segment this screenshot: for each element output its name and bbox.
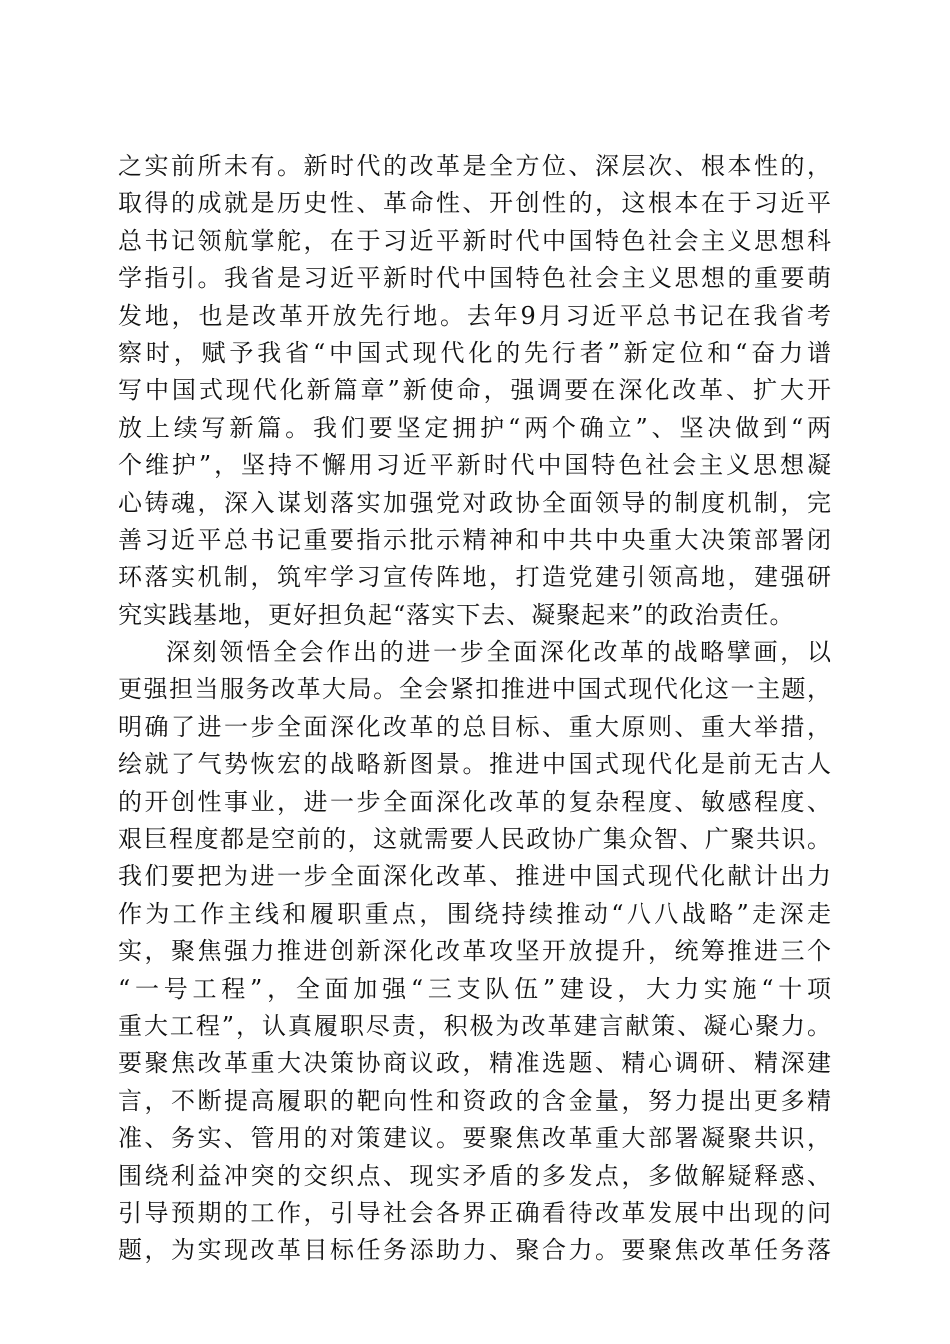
text-line: 重大工程”，认真履职尽责，积极为改革建言献策、凝心聚力。 [118,1011,832,1040]
text-line: 题，为实现改革目标任务添助力、聚合力。要聚焦改革任务落 [118,1236,832,1265]
text-line: 要聚焦改革重大决策协商议政，精准选题、精心调研、精深建 [118,1049,832,1078]
text-line: 总书记领航掌舵，在于习近平新时代中国特色社会主义思想科 [118,226,832,255]
text-line: 言，不断提高履职的靶向性和资政的含金量，努力提出更多精 [118,1086,832,1115]
text-line: 引导预期的工作，引导社会各界正确看待改革发展中出现的问 [118,1198,832,1227]
body-text [118,148,832,1270]
text-line: 学指引。我省是习近平新时代中国特色社会主义思想的重要萌 [118,264,832,293]
text-line: 察时，赋予我省“中国式现代化的先行者”新定位和“奋力谱 [118,338,832,367]
text-line: 取得的成就是历史性、革命性、开创性的，这根本在于习近平 [118,189,832,218]
text-line: 的开创性事业，进一步全面深化改革的复杂程度、敏感程度、 [118,787,832,816]
text-line: 艰巨程度都是空前的，这就需要人民政协广集众智、广聚共识。 [118,825,832,854]
text-line: 实，聚焦强力推进创新深化改革攻坚开放提升，统筹推进三个 [118,937,832,966]
text-line: 我们要把为进一步全面深化改革、推进中国式现代化献计出力 [118,862,832,891]
text-line: 心铸魂，深入谋划落实加强党对政协全面领导的制度机制，完 [118,488,832,517]
text-line: 作为工作主线和履职重点，围绕持续推动“八八战略”走深走 [118,899,832,928]
text-line: 之实前所未有。新时代的改革是全方位、深层次、根本性的， [118,152,832,180]
text-line: 发地，也是改革开放先行地。去年9月习近平总书记在我省考 [118,301,832,330]
paragraph-first-line: 深刻领悟全会作出的进一步全面深化改革的战略擘画，以 [166,638,832,667]
text-line: 善习近平总书记重要指示批示精神和中共中央重大决策部署闭 [118,525,832,554]
text-line: 明确了进一步全面深化改革的总目标、重大原则、重大举措， [118,712,832,741]
text-line: 究实践基地，更好担负起“落实下去、凝聚起来”的政治责任。 [118,600,795,629]
text-line: 更强担当服务改革大局。全会紧扣推进中国式现代化这一主题， [118,675,832,704]
text-line: 准、务实、管用的对策建议。要聚焦改革重大部署凝聚共识， [118,1124,832,1153]
text-line: 写中国式现代化新篇章”新使命，强调要在深化改革、扩大开 [118,376,832,405]
text-line: 放上续写新篇。我们要坚定拥护“两个确立”、坚决做到“两 [118,413,832,442]
text-line: “一号工程”，全面加强“三支队伍”建设，大力实施“十项 [118,974,832,1003]
text-line: 环落实机制，筑牢学习宣传阵地，打造党建引领高地，建强研 [118,563,832,592]
text-line: 围绕利益冲突的交织点、现实矛盾的多发点，多做解疑释惑、 [118,1161,832,1190]
text-line: 绘就了气势恢宏的战略新图景。推进中国式现代化是前无古人 [118,750,832,779]
text-line: 个维护”，坚持不懈用习近平新时代中国特色社会主义思想凝 [118,451,832,480]
